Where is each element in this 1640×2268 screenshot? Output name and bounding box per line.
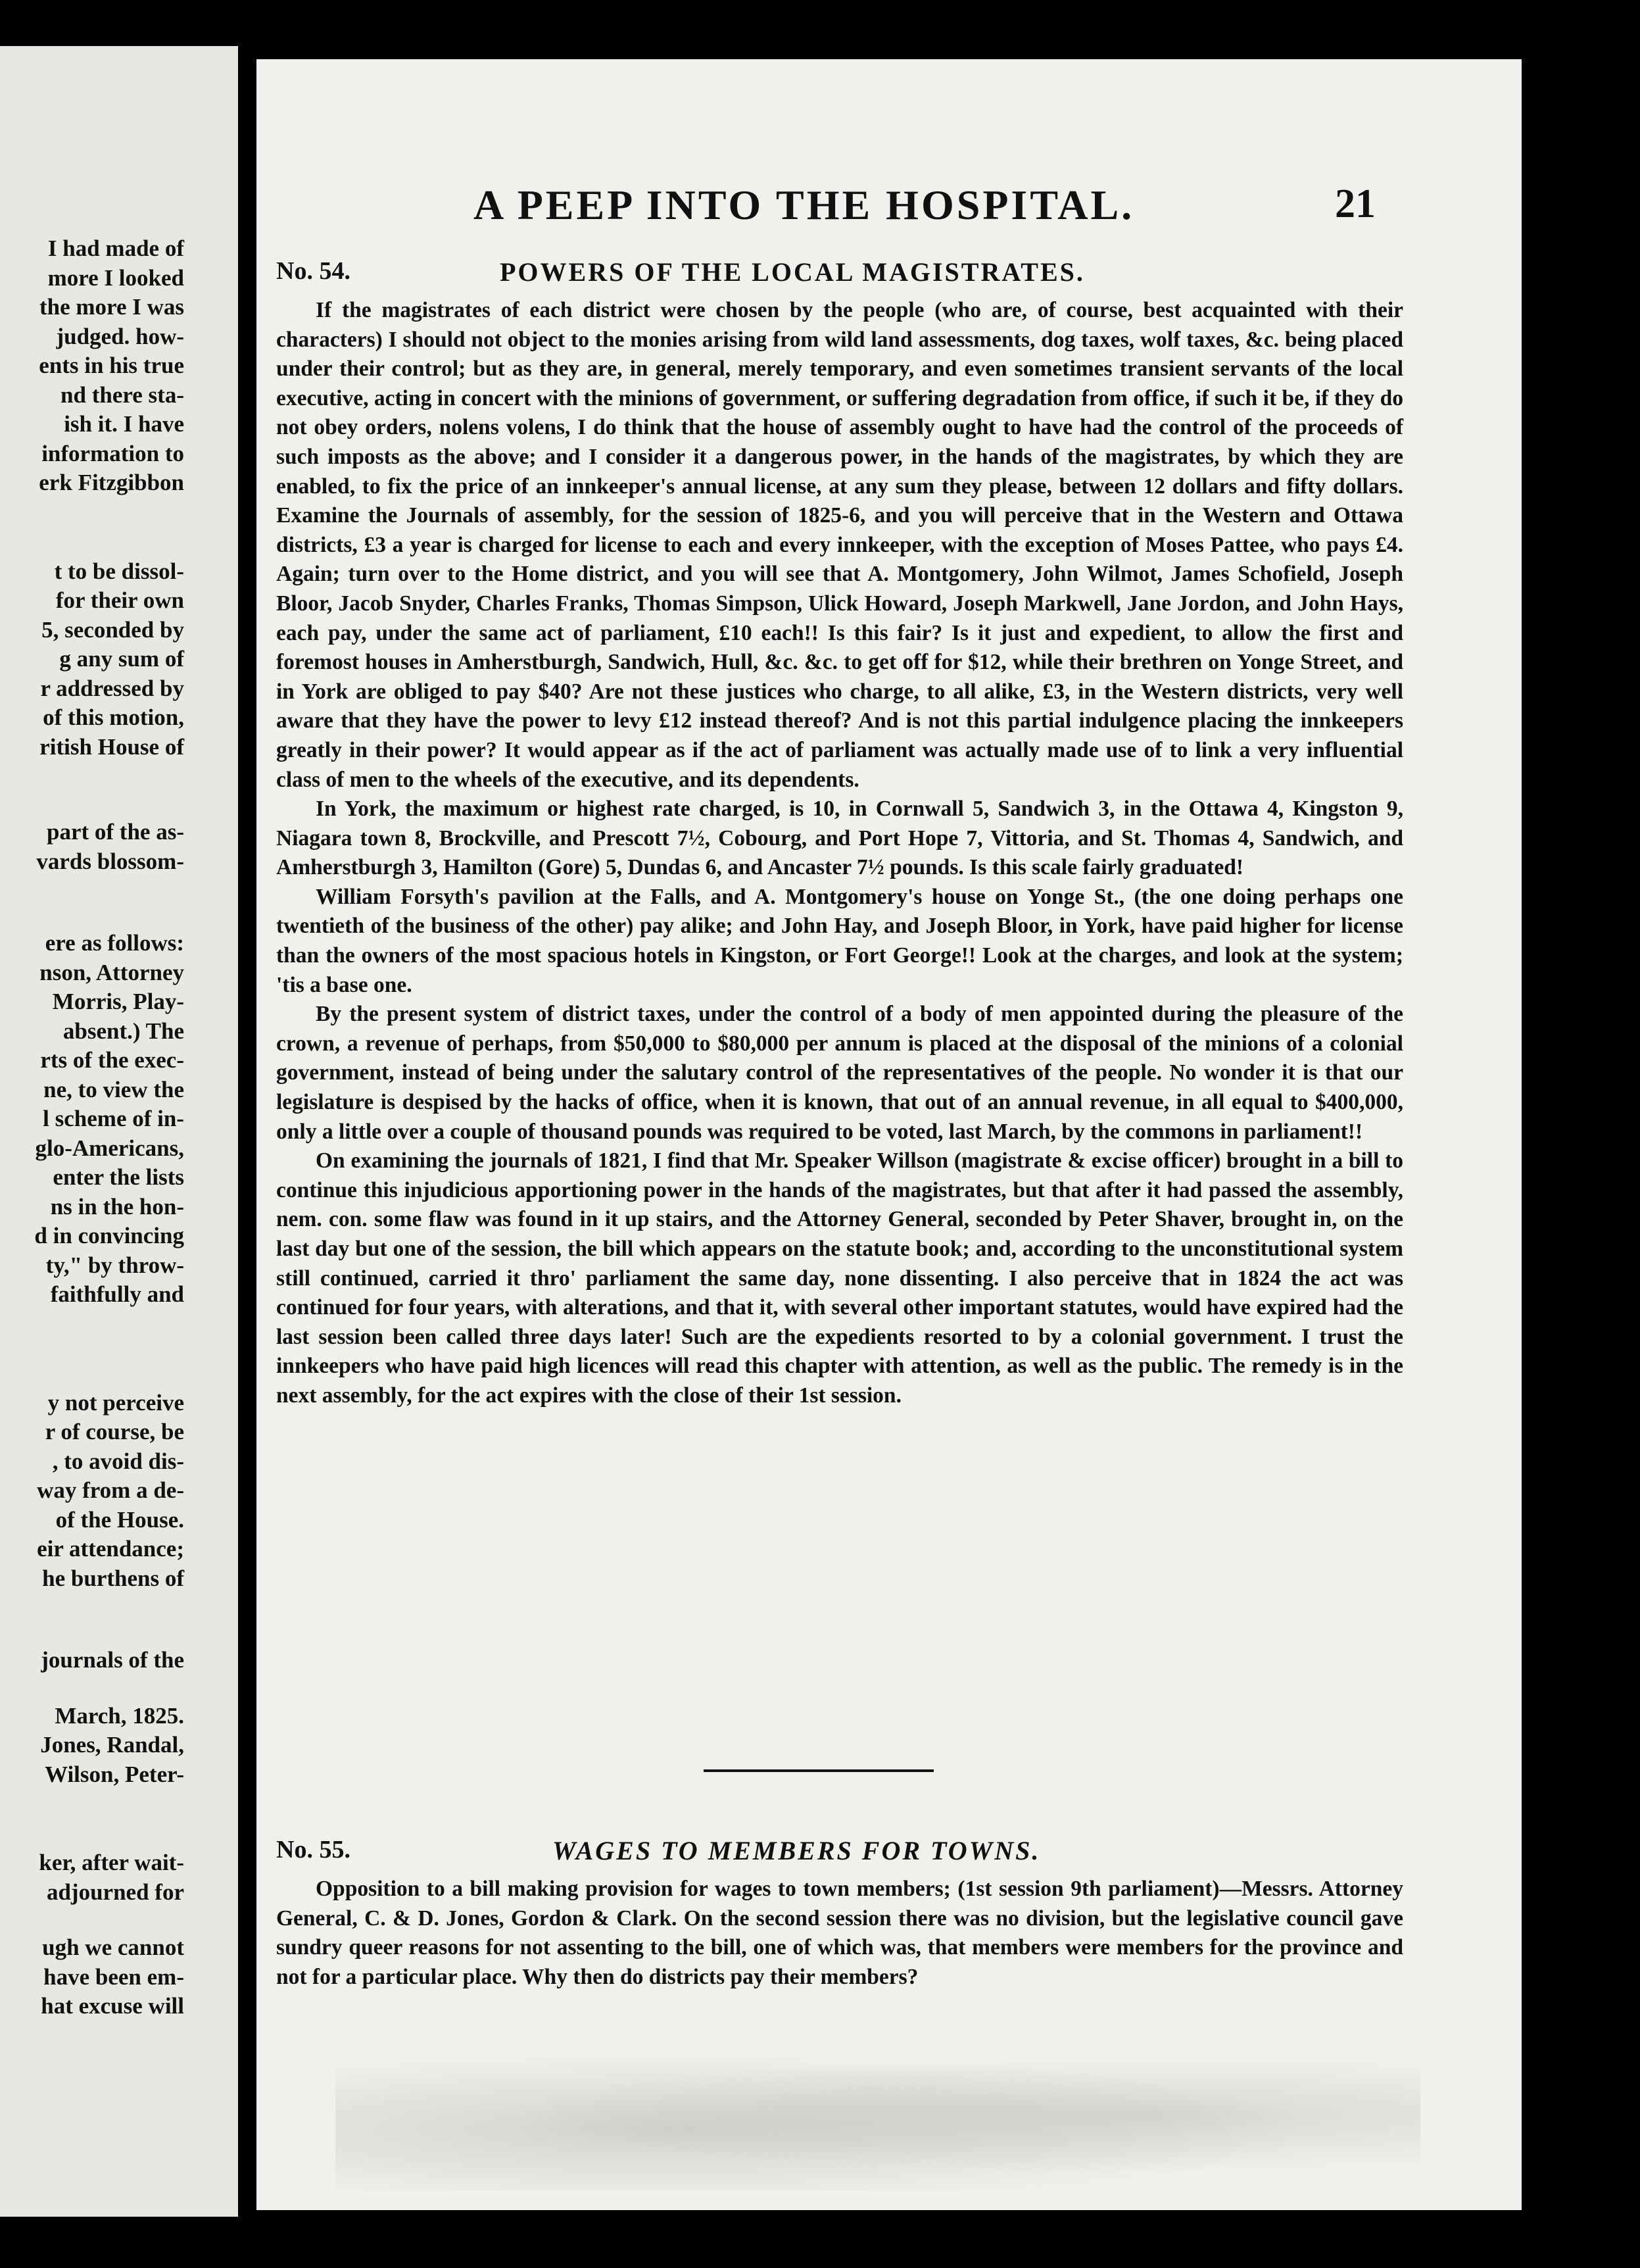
facing-page-line: information to (41, 440, 184, 466)
facing-page-line: adjourned for (46, 1879, 184, 1905)
facing-page-line: ritish House of (39, 733, 184, 760)
facing-page-line: enter the lists (53, 1164, 184, 1190)
facing-page-line: ish it. I have (64, 411, 184, 437)
section-body (276, 1875, 1403, 1992)
facing-page-line: for their own (55, 587, 184, 613)
facing-page-line: , to avoid dis- (52, 1448, 184, 1474)
facing-page-line: way from a de- (37, 1477, 184, 1503)
facing-page-line: ugh we cannot (42, 1935, 184, 1960)
book-gutter (238, 0, 258, 2268)
facing-page-line: I had made of (47, 235, 184, 261)
facing-page-line: Jones, Randal, (40, 1732, 184, 1758)
running-title: A PEEP INTO THE HOSPITAL. (473, 182, 1135, 228)
facing-page-line: absent.) The (62, 1018, 184, 1044)
paragraph: If the magistrates of each district were chosen by the people (who are, of course, best acquainted with their characters) I should not object to the monies arising from wild land assessments, dog taxes, wolf taxes, &c. being placed under their control; but as they are, in general, merely temporary, and even sometimes transient servants of the local executive, acting in concert with the minions of government, or suffering degradation from office, if such it be, if they do not obey orders, nolens volens, I do think that the house of assembly ought to have had the control of the proceeds of such imposts as the above; and I consider it a dangerous power, in the hands of the magistrates, by which they are enabled, to fix the price of an innkeeper's annual license, at any sum they please, between 12 dollars and fifty dollars. Examine the Journals of assembly, for the session of 1825-6, and you will perceive that in the Western and Ottawa districts, £3 a year is charged for license to each and every innkeeper, with the exception of Moses Pattee, who pays £4. Again; turn over to the Home district, and you will see that A. Montgomery, John Wilmot, James Schofield, Joseph Bloor, Jacob Snyder, Charles Franks, Thomas Simpson, Ulick Howard, Joseph Markwell, Jane Jordon, and John Hays, each pay, under the same act of parliament, £10 each!! Is this fair? Is it just and expedient, to allow the first and foremost houses in Amherstburgh, Sandwich, Hull, &c. &c. to get off for $12, while their brethren on Yonge Street, and in York are obliged to pay $40? Are not these justices who charge, to all alike, £3, in the Western districts, very well aware that they have the power to levy £12 instead thereof? And is not this partial indulgence placing the innkeepers greatly in their power? It would appear as if the act of parliament was actually made use of to link a very influential class of men to the wheels of the executive, and its dependents. (276, 298, 1403, 792)
facing-page-line: t to be dissol- (54, 558, 184, 584)
facing-page-line: ty," by throw- (45, 1252, 184, 1278)
main-page (256, 59, 1522, 2210)
facing-page-line: ker, after wait- (39, 1850, 184, 1875)
section-number: No. 55. (276, 1836, 350, 1863)
facing-page-line: ns in the hon- (50, 1193, 184, 1220)
facing-page-line: l scheme of in- (43, 1106, 184, 1131)
section-divider-rule (704, 1769, 934, 1772)
facing-page-line: ere as follows: (45, 930, 184, 956)
page-number: 21 (1335, 182, 1376, 226)
facing-page-fragment (0, 46, 241, 2217)
facing-page-line: Morris, Play- (52, 989, 184, 1014)
facing-page-line: faithfully and (50, 1281, 184, 1307)
section-55 (276, 1835, 1403, 1992)
facing-page-line: glo-Americans, (35, 1135, 184, 1161)
paragraph: In York, the maximum or highest rate charged, is 10, in Cornwall 5, Sandwich 3, in the Ottawa 4, Kingston 9, Niagara town 8, Brockville, and Prescott 7½, Cobourg, and Port Hope 7, Vittoria, and St. Thomas 4, Sandwich, and Amherstburgh 3, Hamilton (Gore) 5, Dundas 6, and Ancaster 7½ pounds. Is this scale fairly graduated! (276, 797, 1403, 880)
facing-page-line: nd there sta- (60, 382, 184, 408)
facing-page-line: hat excuse will (41, 1993, 184, 2019)
facing-page-line: erk Fitzgibbon (39, 470, 184, 495)
facing-page-line: have been em- (43, 1963, 184, 1990)
facing-page-line: r of course, be (45, 1419, 184, 1444)
section-number: No. 54. (276, 257, 350, 285)
facing-page-line: the more I was (39, 294, 184, 320)
facing-page-line: ents in his true (39, 353, 184, 378)
facing-page-line: Wilson, Peter- (45, 1761, 184, 1787)
scan-smudge (335, 2039, 1420, 2190)
facing-page-line: March, 1825. (55, 1702, 184, 1729)
facing-page-line: ne, to view the (43, 1076, 184, 1102)
facing-page-line: of this motion, (43, 704, 184, 730)
paragraph: On examining the journals of 1821, I find that Mr. Speaker Willson (magistrate & excise officer) brought in a bill to continue this injudicious apportioning power in the hands of the magistrates, but that after it had passed the assembly, nem. con. some flaw was found in it up stairs, and the Attorney General, seconded by Peter Shaver, brought in, on the last day but one of the session, the bill which appears on the statute book; and, according to the unconstitutional system still continued, carried it thro' parliament the same day, none dissenting. I also perceive that in 1824 the act was continued for four years, with alterations, and that it, with several other important statutes, would have expired had the last session been called three days later! Such are the expedients resorted to by a colonial government. I trust the innkeepers who have paid high licences will read this chapter with attention, as well as the public. The remedy is in the next assembly, for the act expires with the close of their 1st session. (276, 1148, 1403, 1408)
facing-page-line: journals of the (41, 1647, 184, 1673)
facing-page-line: judged. how- (56, 323, 184, 349)
facing-page-line: r addressed by (40, 675, 184, 701)
facing-page-line: g any sum of (59, 646, 184, 672)
section-title: WAGES TO MEMBERS FOR TOWNS. (552, 1836, 1041, 1865)
paragraph: William Forsyth's pavilion at the Falls, and A. Montgomery's house on Yonge St., (the one doing perhaps one twentieth of the business of the other) pay alike; and John Hay, and Joseph Bloor, in York, have paid higher for license than the owners of the most spacious hotels in Kingston, or Fort George!! Look at the charges, and look at the system; 'tis a base one. (276, 884, 1403, 997)
facing-page-line: more I looked (47, 264, 184, 291)
paragraph: By the present system of district taxes, under the control of a body of men appointed during the pleasure of the crown, a revenue of perhaps, from $50,000 to $80,000 per annum is placed at the disposal of the minions of a colonial government, instead of being under the salutary control of the representatives of the people. No wonder it is that our legislature is despised by the hacks of office, when it is known, that out of an annual revenue, in all equal to $400,000, only a little over a couple of thousand pounds was required to be voted, last March, by the commons in parliament!! (276, 1002, 1403, 1144)
facing-page-line: nson, Attorney (39, 959, 184, 985)
facing-page-line: rts of the exec- (40, 1047, 184, 1073)
section-heading (276, 257, 1403, 296)
page-header (256, 181, 1522, 240)
section-heading (276, 1835, 1403, 1875)
section-54 (276, 257, 1403, 1411)
facing-page-line: eir attendance; (37, 1536, 184, 1562)
facing-page-line: 5, seconded by (41, 616, 184, 643)
facing-page-line: vards blossom- (36, 848, 184, 874)
facing-page-line: y not perceive (47, 1389, 184, 1416)
paragraph: Opposition to a bill making provision for wages to town members; (1st session 9th parliament)—Messrs. Attorney General, C. & D. Jones, Gordon & Clark. On the second session there was no division, but the legislative council gave sundry queer reasons for not assenting to the bill, one of which was, that members were members for the province and not for a particular place. Why then do districts pay their members? (276, 1877, 1403, 1989)
facing-page-line: of the House. (55, 1506, 184, 1533)
section-body (276, 296, 1403, 1411)
section-title: POWERS OF THE LOCAL MAGISTRATES. (500, 257, 1085, 287)
facing-page-line: part of the as- (47, 819, 184, 845)
facing-page-line: d in convincing (34, 1223, 184, 1248)
facing-page-line: he burthens of (42, 1565, 184, 1591)
